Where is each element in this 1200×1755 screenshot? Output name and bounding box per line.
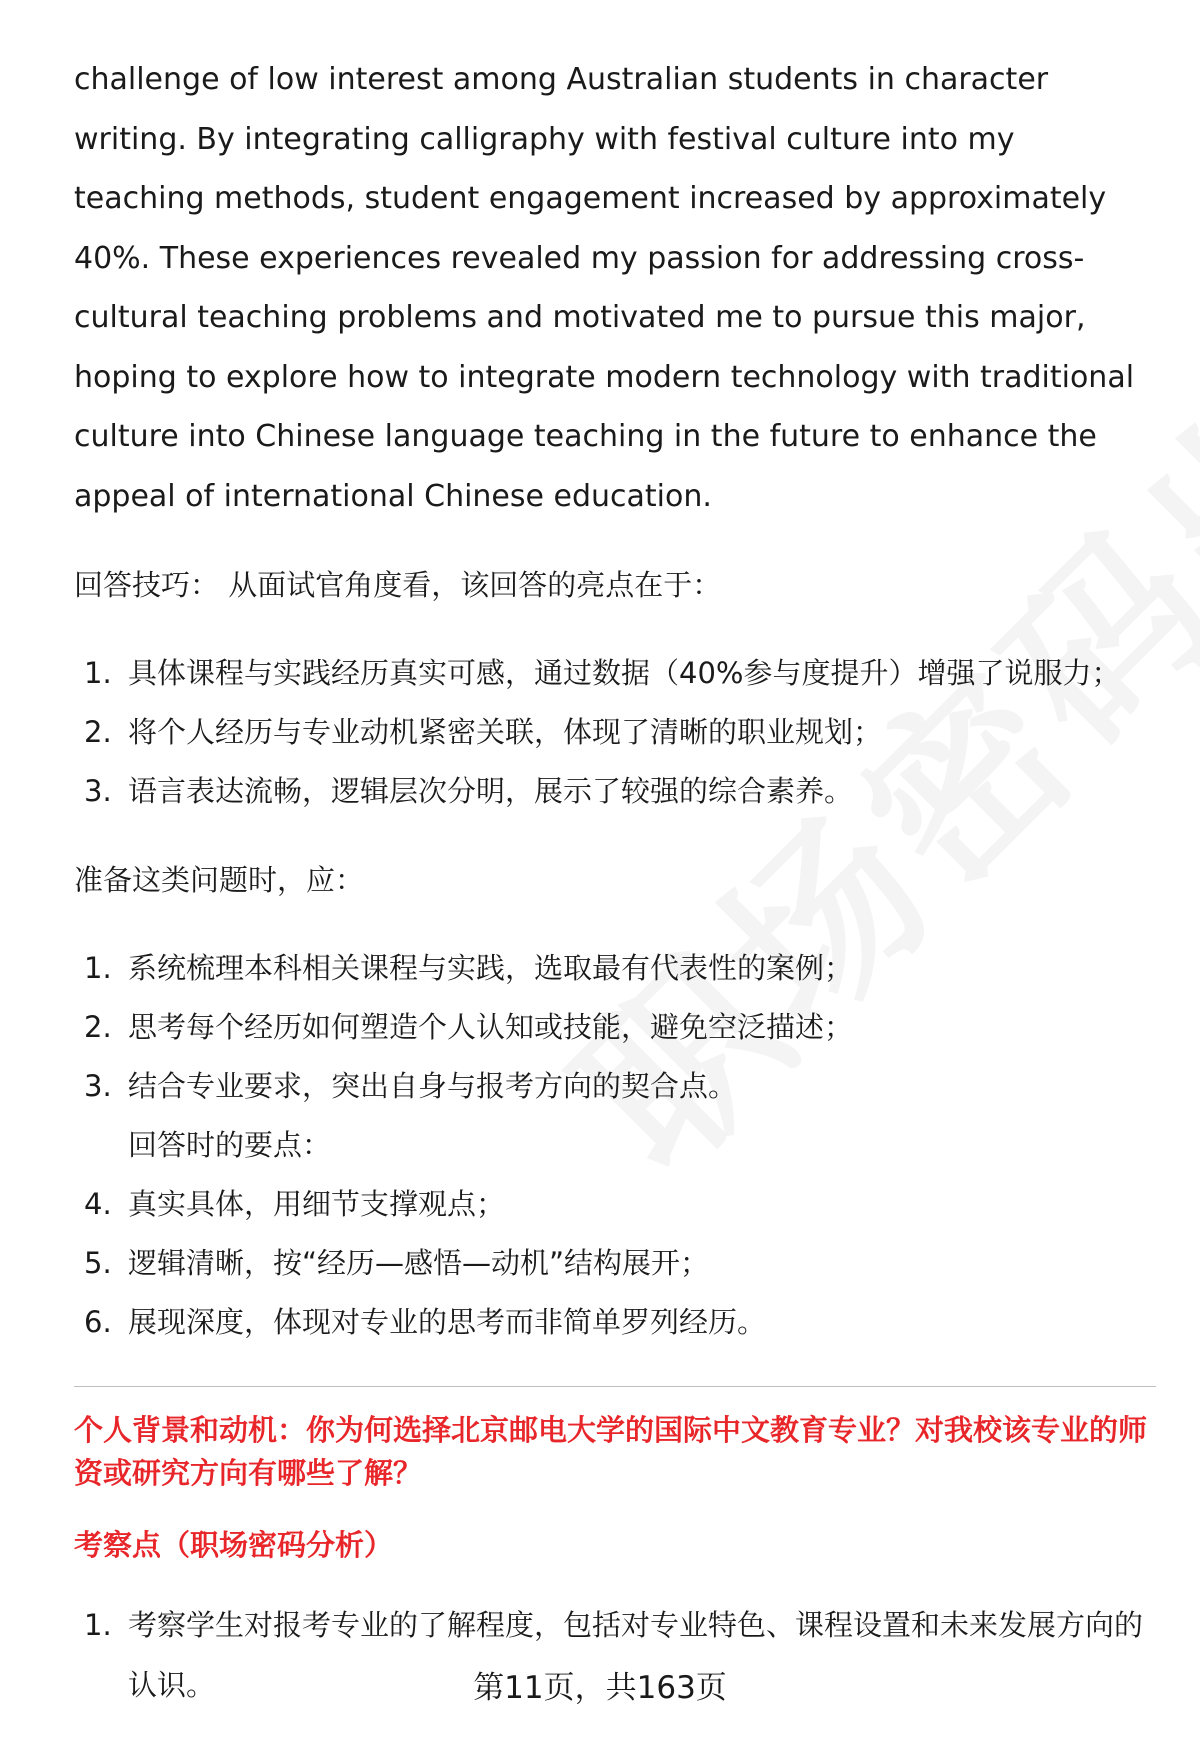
highlights-list	[74, 644, 1154, 821]
list-item: 1. 系统梳理本科相关课程与实践，选取最有代表性的案例；	[84, 951, 854, 985]
list-item: 1. 考察学生对报考专业的了解程度，包括对专业特色、课程设置和未来发展方向的认识。	[84, 1608, 1144, 1702]
section-title: 考察点（职场密码分析）	[74, 1528, 394, 1562]
intro-paragraph: challenge of low interest among Australian students in character writing. By integrating calligraphy with festival culture into my teaching methods, student engagement increased by approximately 40%. These experiences revealed my passion for addressing cross-cultural teaching problems and motivated me to pursue this major, hoping to explore how to integrate modern technology with traditional culture into Chinese language teaching in the future to enhance the appeal of international Chinese education.	[74, 62, 1135, 514]
key-points-label: 回答时的要点：	[128, 1128, 332, 1162]
prep-heading: 准备这类问题时，应：	[74, 863, 365, 897]
section-divider	[74, 1386, 1156, 1387]
key-points-list	[74, 1175, 1154, 1352]
prep-list	[74, 939, 1154, 1116]
list-item: 2. 思考每个经历如何塑造个人认知或技能，避免空泛描述；	[84, 1010, 854, 1044]
list-item: 3. 语言表达流畅，逻辑层次分明，展示了较强的综合素养。	[84, 774, 854, 808]
list-item: 6. 展现深度，体现对专业的思考而非简单罗列经历。	[84, 1305, 767, 1339]
list-item: 1. 具体课程与实践经历真实可感，通过数据（40%参与度提升）增强了说服力；	[84, 656, 1121, 690]
question-heading: 个人背景和动机：你为何选择北京邮电大学的国际中文教育专业？对我校该专业的师资或研究方向有哪些了解？	[74, 1413, 1148, 1490]
list-item: 2. 将个人经历与专业动机紧密关联，体现了清晰的职业规划；	[84, 715, 883, 749]
list-item: 3. 结合专业要求，突出自身与报考方向的契合点。	[84, 1069, 738, 1103]
list-item: 4. 真实具体，用细节支撑观点；	[84, 1187, 506, 1221]
list-item: 5. 逻辑清晰，按“经历—感悟—动机”结构展开；	[84, 1246, 710, 1280]
page-number: 第11页，共163页	[473, 1670, 727, 1706]
page-content	[74, 50, 1154, 1715]
answer-tips-heading: 回答技巧： 从面试官角度看，该回答的亮点在于：	[74, 568, 722, 602]
